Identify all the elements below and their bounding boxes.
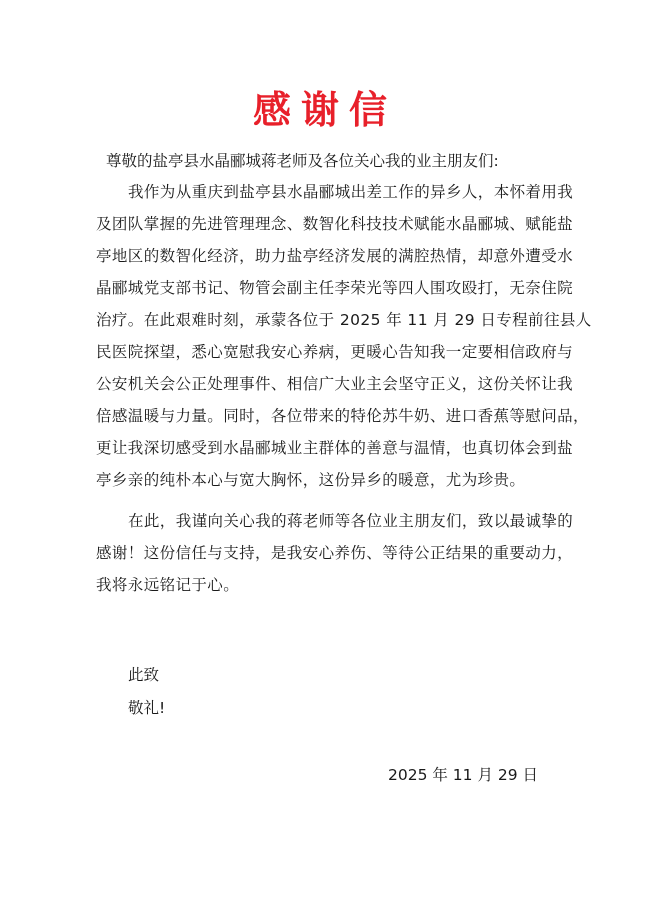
paragraph-1-line: 民医院探望，悉心宽慰我安心养病，更暖心告知我一定要相信政府与	[96, 343, 574, 361]
paragraph-1-line: 亭乡亲的纯朴本心与宽大胸怀，这份异乡的暖意，尤为珍贵。	[96, 471, 526, 489]
closing-jingli: 敬礼!	[128, 699, 166, 717]
letter-date: 2025 年 11 月 29 日	[388, 766, 539, 784]
closing-cizhi: 此致	[128, 666, 160, 684]
salutation: 尊敬的盐亭县水晶郦城蒋老师及各位关心我的业主朋友们:	[106, 152, 499, 170]
paragraph-1-line: 及团队掌握的先进管理理念、数智化科技技术赋能水晶郦城、赋能盐	[96, 215, 574, 233]
paragraph-2-line: 感谢！这份信任与支持，是我安心养伤、等待公正结果的重要动力，	[96, 544, 574, 562]
paragraph-2-line: 在此，我谨向关心我的蒋老师等各位业主朋友们，致以最诚挚的	[128, 512, 574, 530]
letter-title: 感谢信	[252, 88, 397, 132]
paragraph-1-line: 公安机关会公正处理事件、相信广大业主会坚守正义，这份关怀让我	[96, 375, 574, 393]
paragraph-1-line: 晶郦城党支部书记、物管会副主任李荣光等四人围攻殴打，无奈住院	[96, 279, 574, 297]
paragraph-1-line: 更让我深切感受到水晶郦城业主群体的善意与温情，也真切体会到盐	[96, 439, 574, 457]
paragraph-1-line: 我作为从重庆到盐亭县水晶郦城出差工作的异乡人，本怀着用我	[128, 183, 574, 201]
paragraph-1-line: 倍感温暖与力量。同时，各位带来的特伦苏牛奶、进口香蕉等慰问品，	[96, 407, 589, 425]
paragraph-2-line: 我将永远铭记于心。	[96, 576, 240, 594]
paragraph-1-line: 亭地区的数智化经济，助力盐亭经济发展的满腔热情，却意外遭受水	[96, 247, 574, 265]
paragraph-1-line: 治疗。在此艰难时刻，承蒙各位于 2025 年 11 月 29 日专程前往县人	[96, 311, 592, 329]
